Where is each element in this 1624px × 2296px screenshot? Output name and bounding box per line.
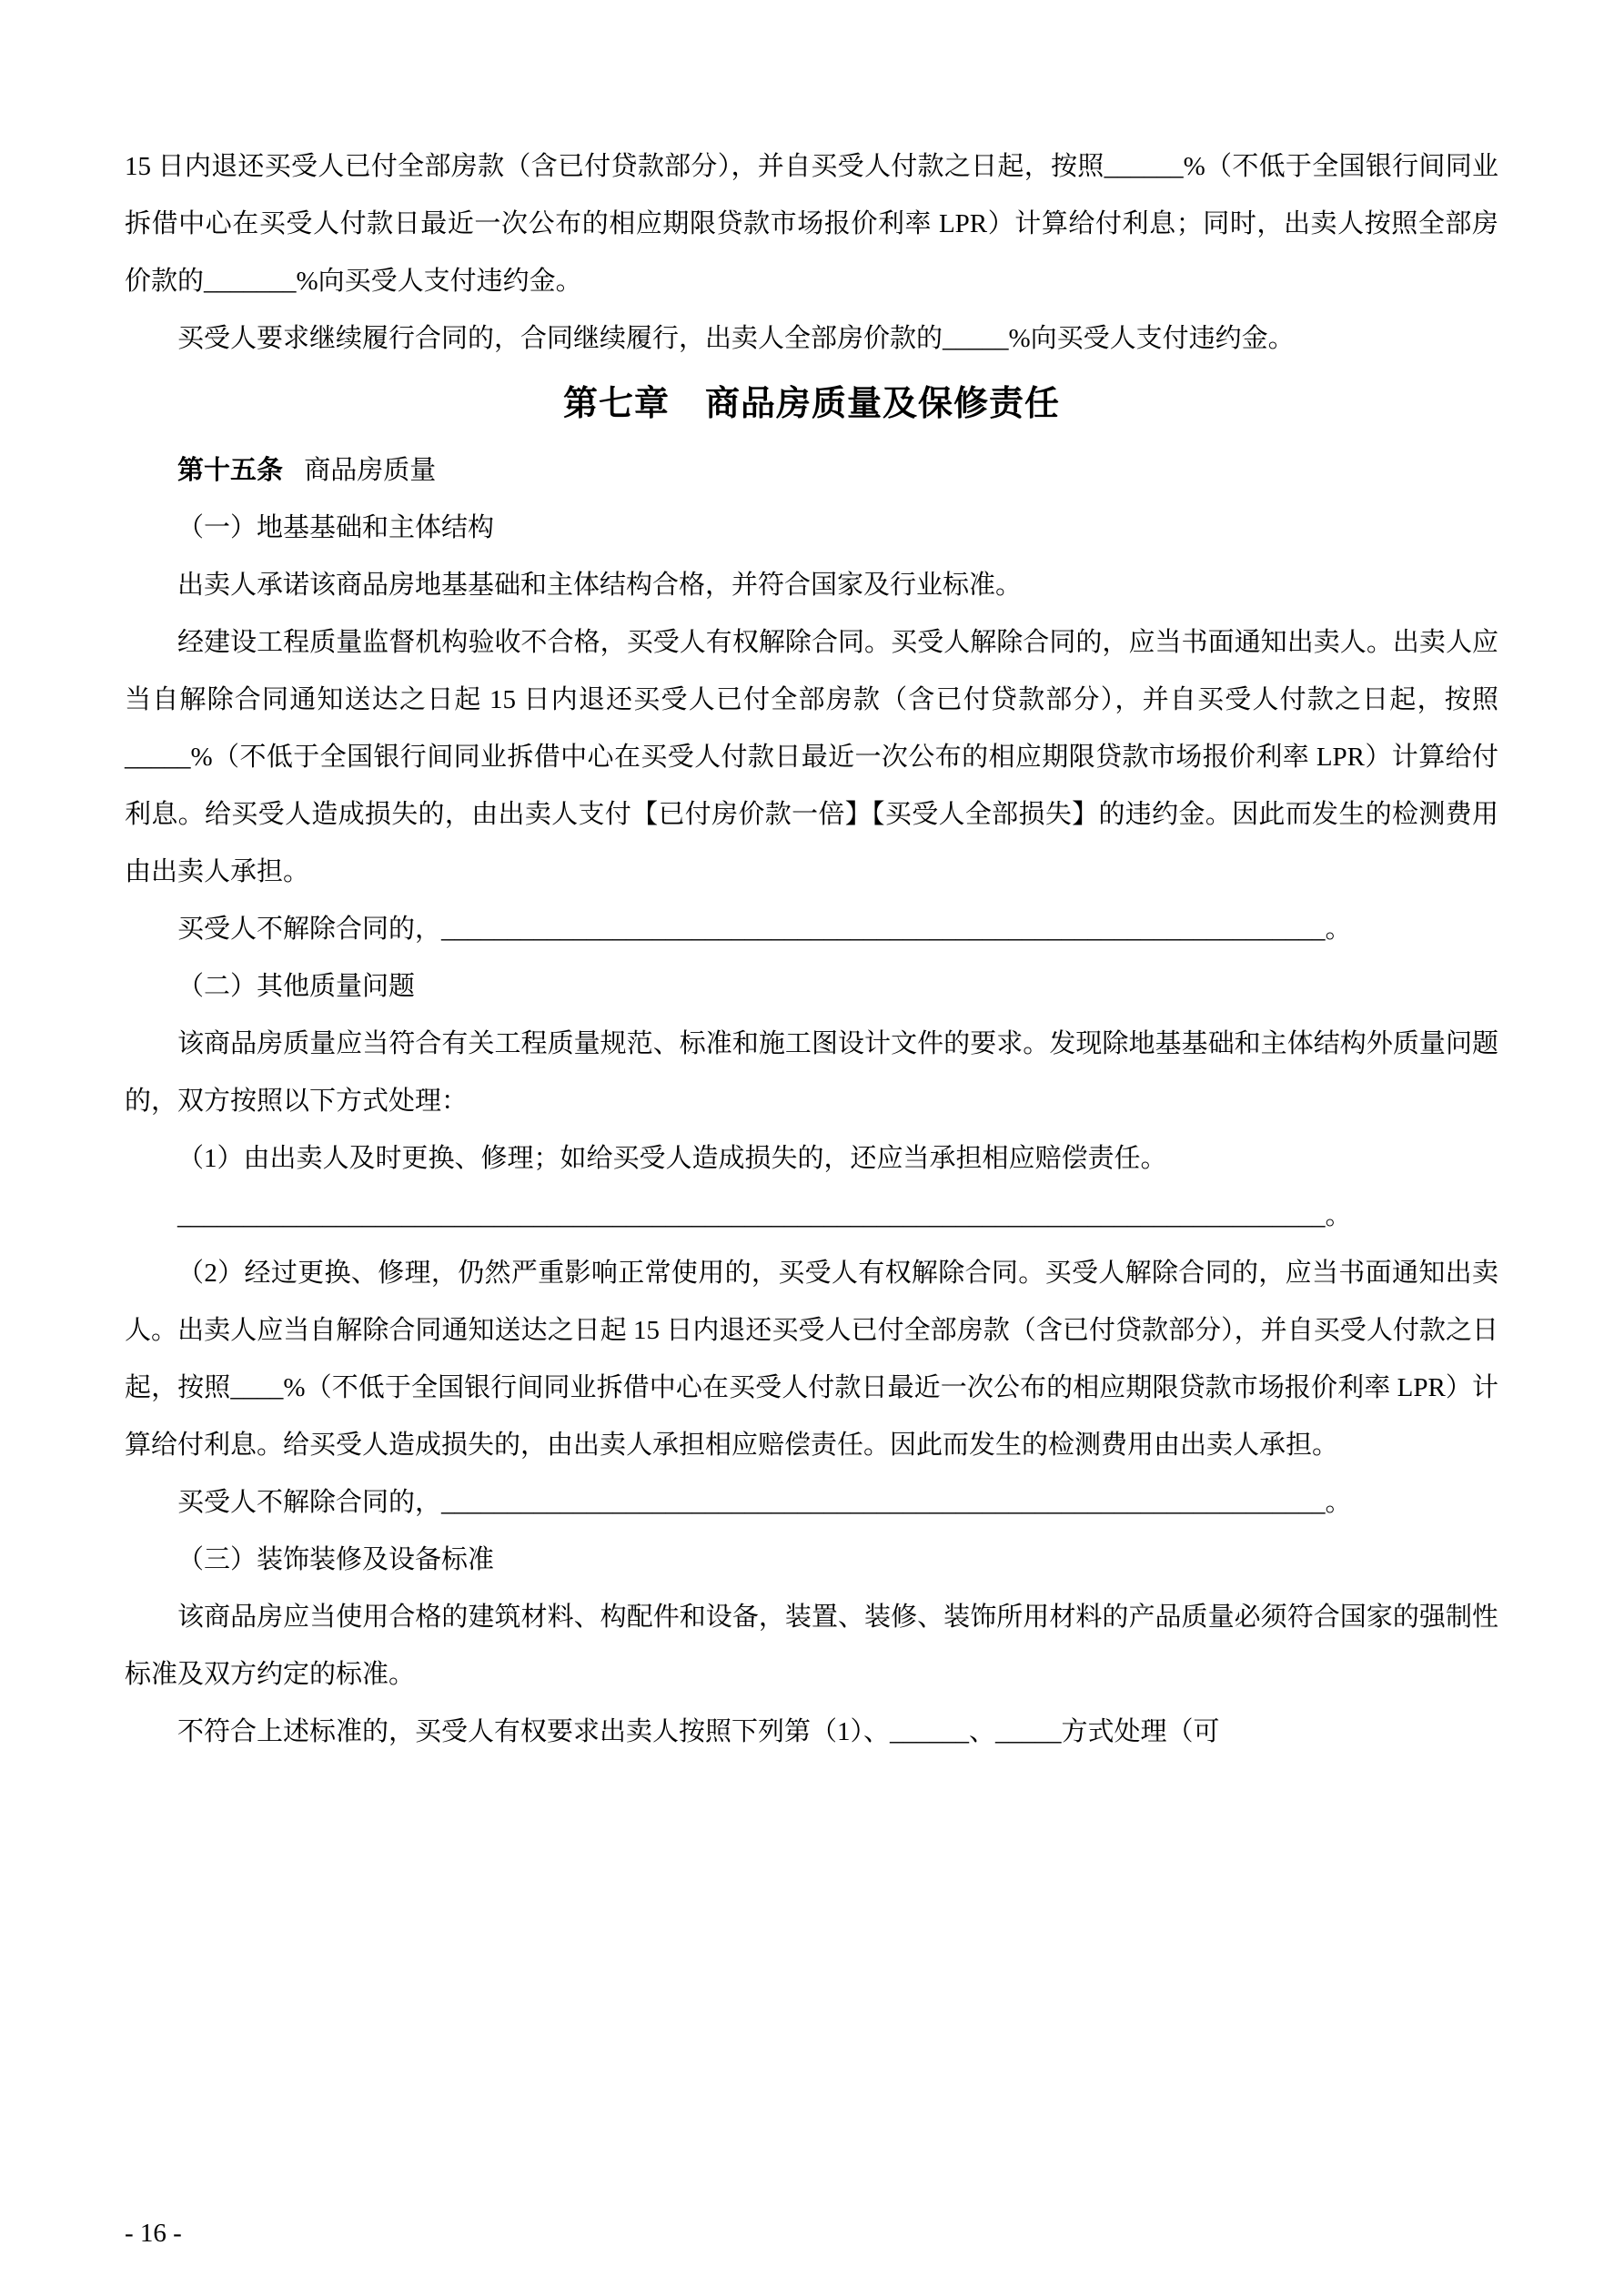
fill-in-blank-line: _______________________________________________________________________________________。 xyxy=(177,1201,1352,1230)
paragraph: 不符合上述标准的，买受人有权要求出卖人按照下列第（1）、______、_____方式处理（可 xyxy=(177,1717,1220,1746)
paragraph: 经建设工程质量监督机构验收不合格，买受人有权解除合同。买受人解除合同的，应当书面通知出卖人。出卖人应当自解除合同通知送达之日起 15 日内退还买受人已付全部房款（含已付贷款部分），并自买受人付款之日起，按照_____%（不低于全国银行间同业拆借中心在买受人付款日最近一次公布的相应期限贷款市场报价利率 LPR）计算给付利息。给买受人造成损失的，由出卖人支付【已付房价款一倍】【买受人全部损失】的违约金。因此而发生的检测费用由出卖人承担。 xyxy=(125,628,1498,886)
paragraph: 买受人要求继续履行合同的，合同继续履行，出卖人全部房价款的_____%向买受人支付违约金。 xyxy=(177,324,1295,353)
fill-in-blank-line: 买受人不解除合同的，___________________________________________________________________。 xyxy=(177,915,1352,944)
page-number: - 16 - xyxy=(125,2219,182,2248)
clause-title: 商品房质量 xyxy=(304,456,437,485)
subsection-heading: （三）装饰装修及设备标准 xyxy=(177,1545,495,1574)
clause-line xyxy=(125,442,1498,500)
paragraph: （2）经过更换、修理，仍然严重影响正常使用的，买受人有权解除合同。买受人解除合同的，应当书面通知出卖人。出卖人应当自解除合同通知送达之日起 15 日内退还买受人已付全部房款（含已付贷款部分），并自买受人付款之日起，按照____%（不低于全国银行间同业拆借中心在买受人付款日最近一次公布的相应期限贷款市场报价利率 LPR）计算给付利息。给买受人造成损失的，由出卖人承担相应赔偿责任。因此而发生的检测费用由出卖人承担。 xyxy=(125,1259,1498,1460)
chapter-heading: 第七章 商品房质量及保修责任 xyxy=(562,385,1060,423)
paragraph: 该商品房质量应当符合有关工程质量规范、标准和施工图设计文件的要求。发现除地基基础和主体结构外质量问题的，双方按照以下方式处理： xyxy=(125,1029,1498,1116)
subsection-heading: （一）地基基础和主体结构 xyxy=(177,513,495,542)
paragraph: 出卖人承诺该商品房地基基础和主体结构合格，并符合国家及行业标准。 xyxy=(177,571,1023,600)
paragraph: （1）由出卖人及时更换、修理；如给买受人造成损失的，还应当承担相应赔偿责任。 xyxy=(177,1144,1167,1173)
clause-label: 第十五条 xyxy=(177,456,284,485)
fill-in-blank-line: 买受人不解除合同的，___________________________________________________________________。 xyxy=(177,1488,1352,1517)
subsection-heading: （二）其他质量问题 xyxy=(177,972,416,1001)
paragraph-continuation: 15 日内退还买受人已付全部房款（含已付贷款部分），并自买受人付款之日起，按照______%（不低于全国银行间同业拆借中心在买受人付款日最近一次公布的相应期限贷款市场报价利率 LPR）计算给付利息；同时，出卖人按照全部房价款的_______%向买受人支付违约金。 xyxy=(125,152,1498,296)
paragraph: 该商品房应当使用合格的建筑材料、构配件和设备，装置、装修、装饰所用材料的产品质量必须符合国家的强制性标准及双方约定的标准。 xyxy=(125,1603,1498,1689)
